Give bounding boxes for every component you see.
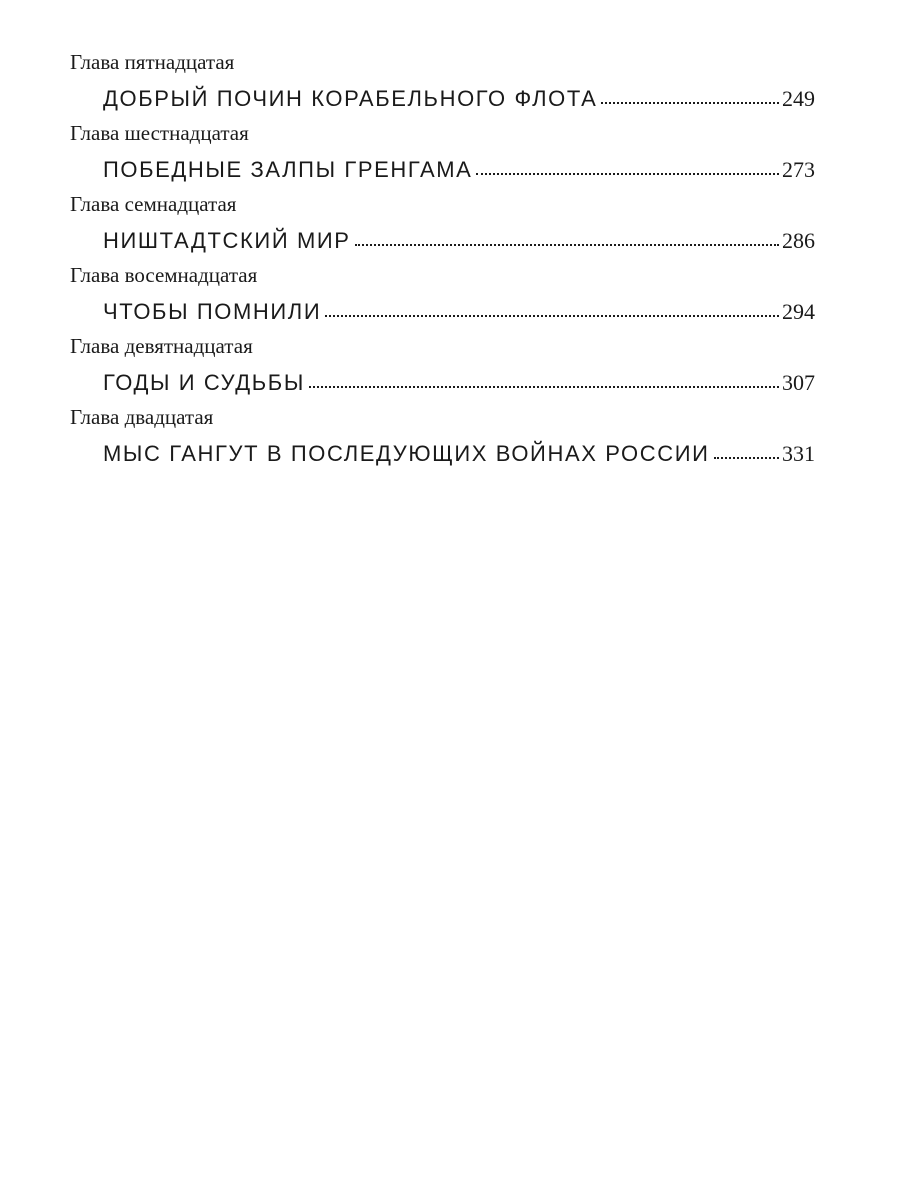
chapter-title: ПОБЕДНЫЕ ЗАЛПЫ ГРЕНГАМА (103, 157, 473, 182)
chapter-title: НИШТАДТСКИЙ МИР (103, 228, 351, 253)
chapter-label: Глава пятнадцатая (70, 50, 235, 74)
toc-chapter (70, 119, 815, 190)
toc-entry[interactable] (70, 78, 815, 119)
toc-chapter (70, 48, 815, 119)
chapter-label: Глава девятнадцатая (70, 334, 253, 358)
dot-leader (325, 315, 779, 317)
toc-chapter (70, 332, 815, 403)
dot-leader (309, 386, 779, 388)
chapter-label: Глава семнадцатая (70, 192, 237, 216)
dot-leader (601, 102, 779, 104)
dot-leader (714, 457, 779, 459)
toc-chapter (70, 261, 815, 332)
toc-entry[interactable] (70, 362, 815, 403)
chapter-label: Глава двадцатая (70, 405, 214, 429)
toc-chapter (70, 190, 815, 261)
chapter-label: Глава восемнадцатая (70, 263, 258, 287)
chapter-label: Глава шестнадцатая (70, 121, 249, 145)
dot-leader (476, 173, 779, 175)
toc-entry[interactable] (70, 149, 815, 190)
toc-entry[interactable] (70, 220, 815, 261)
chapter-title: ДОБРЫЙ ПОЧИН КОРАБЕЛЬНОГО ФЛОТА (103, 86, 598, 111)
chapter-title: МЫС ГАНГУТ В ПОСЛЕДУЮЩИХ ВОЙНАХ РОССИИ (103, 441, 710, 466)
page-number: 249 (782, 86, 815, 111)
table-of-contents (70, 48, 815, 474)
page-number: 307 (782, 370, 815, 395)
page-number: 294 (782, 299, 815, 324)
chapter-title: ГОДЫ И СУДЬБЫ (103, 370, 305, 395)
toc-entry[interactable] (70, 291, 815, 332)
chapter-title: ЧТОБЫ ПОМНИЛИ (103, 299, 322, 324)
page-number: 273 (782, 157, 815, 182)
page-number: 331 (782, 441, 815, 466)
page-number: 286 (782, 228, 815, 253)
dot-leader (355, 244, 779, 246)
toc-chapter (70, 403, 815, 474)
toc-entry[interactable] (70, 433, 815, 474)
